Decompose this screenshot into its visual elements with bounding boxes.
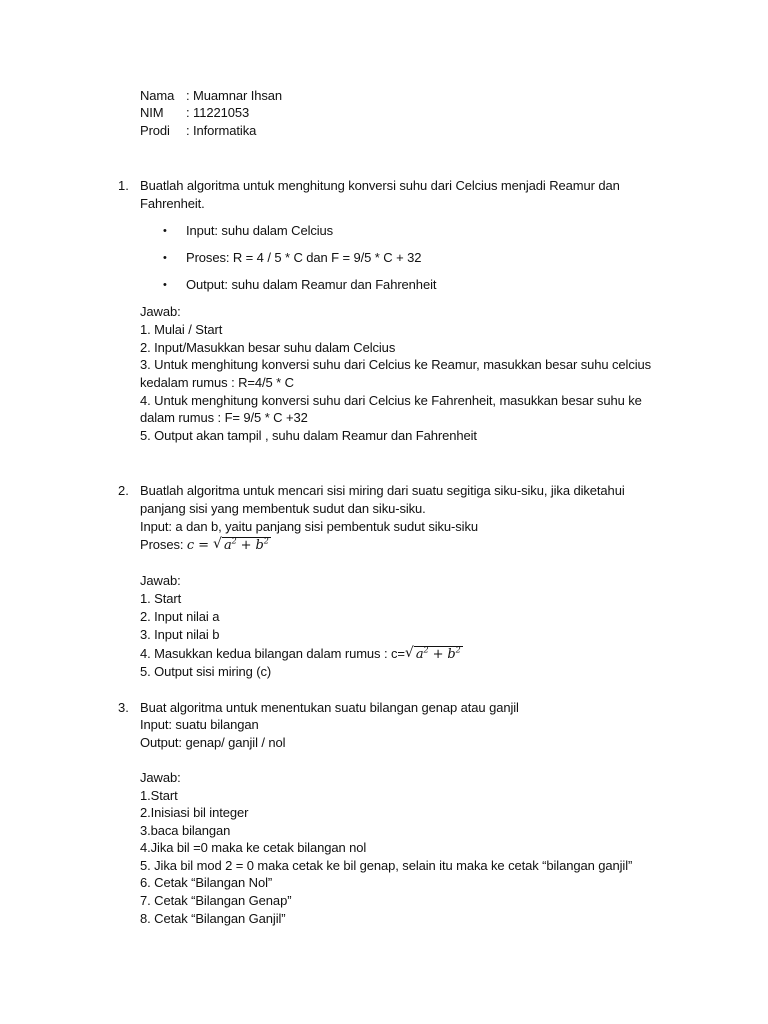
question-2-number: 2. [118, 483, 129, 498]
answer-3-step: 3.baca bilangan [140, 823, 231, 838]
sqrt-formula: √ $a^2 + b^2$ [404, 645, 461, 662]
question-1-input: Input: suhu dalam Celcius [186, 223, 334, 238]
answer-3-step: 6. Cetak “Bilangan Nol” [140, 875, 273, 890]
nama-value: : Muamnar Ihsan [186, 88, 283, 103]
question-3-output: Output: genap/ ganjil / nol [140, 735, 286, 750]
question-1-number: 1. [118, 178, 129, 193]
prodi-value: : Informatika [186, 123, 257, 138]
question-3-number: 3. [118, 700, 129, 715]
question-2-proses [140, 536, 271, 554]
answer-1-heading: Jawab: [140, 304, 181, 319]
answer-3-step: 8. Cetak “Bilangan Ganjil” [140, 911, 286, 926]
question-2-line-2: panjang sisi yang membentuk sudut dan siku-siku. [140, 501, 426, 516]
question-1-line-2: Fahrenheit. [140, 196, 205, 211]
answer-2-step: 3. Input nilai b [140, 627, 220, 642]
radical-icon: √ [212, 536, 222, 552]
question-2-input: Input: a dan b, yaitu panjang sisi pembentuk sudut siku-siku [140, 519, 478, 534]
answer-1-step: 2. Input/Masukkan besar suhu dalam Celcius [140, 340, 396, 355]
nim-value: : 11221053 [186, 105, 250, 120]
bullet-icon: • [163, 252, 167, 264]
answer-3-step: 2.Inisiasi bil integer [140, 805, 249, 820]
question-1-output: Output: suhu dalam Reamur dan Fahrenheit [186, 277, 437, 292]
answer-2-step: 5. Output sisi miring (c) [140, 664, 272, 679]
nama-label: Nama [140, 88, 175, 103]
answer-1-step: 3. Untuk menghitung konversi suhu dari Celcius ke Reamur, masukkan besar suhu celcius [140, 357, 652, 372]
answer-2-heading: Jawab: [140, 573, 181, 588]
answer-1-step: 4. Untuk menghitung konversi suhu dari Celcius ke Fahrenheit, masukkan besar suhu ke [140, 393, 642, 408]
answer-2-step: 2. Input nilai a [140, 609, 220, 624]
answer-1-step-cont: dalam rumus : F= 9/5 * C +32 [140, 410, 308, 425]
prodi-label: Prodi [140, 123, 170, 138]
answer-3-step: 5. Jika bil mod 2 = 0 maka cetak ke bil genap, selain itu maka ke cetak “bilangan ganjil” [140, 858, 633, 873]
answer-2-step: 4. Masukkan kedua bilangan dalam rumus : c= √ $a^2 + b^2$ [140, 645, 461, 662]
answer-3-heading: Jawab: [140, 770, 181, 785]
question-3-input: Input: suatu bilangan [140, 717, 259, 732]
answer-3-step: 7. Cetak “Bilangan Genap” [140, 893, 292, 908]
proses-label: Proses: [140, 537, 187, 552]
answer-3-step: 4.Jika bil =0 maka ke cetak bilangan nol [140, 840, 367, 855]
bullet-icon: • [163, 225, 167, 237]
question-1-proses: Proses: R = 4 / 5 * C dan F = 9/5 * C + 32 [186, 250, 422, 265]
formula-lhs: c = [186, 538, 213, 553]
question-2-line-1: Buatlah algoritma untuk mencari sisi miring dari suatu segitiga siku-siku, jika diketahui [140, 483, 625, 498]
nim-label: NIM [140, 105, 164, 120]
answer-1-step-cont: kedalam rumus : R=4/5 * C [140, 375, 294, 390]
answer-1-step: 5. Output akan tampil , suhu dalam Reamur dan Fahrenheit [140, 428, 477, 443]
bullet-icon: • [163, 279, 167, 291]
answer-2-step: 1. Start [140, 591, 182, 606]
question-1-line-1: Buatlah algoritma untuk menghitung konversi suhu dari Celcius menjadi Reamur dan [140, 178, 620, 193]
answer-3-step: 1.Start [140, 788, 178, 803]
radical-icon: √ [404, 645, 414, 661]
question-3-line-1: Buat algoritma untuk menentukan suatu bilangan genap atau ganjil [140, 700, 519, 715]
answer-1-step: 1. Mulai / Start [140, 322, 223, 337]
sqrt-formula: √ $a^2 + b^2$ [212, 536, 269, 553]
